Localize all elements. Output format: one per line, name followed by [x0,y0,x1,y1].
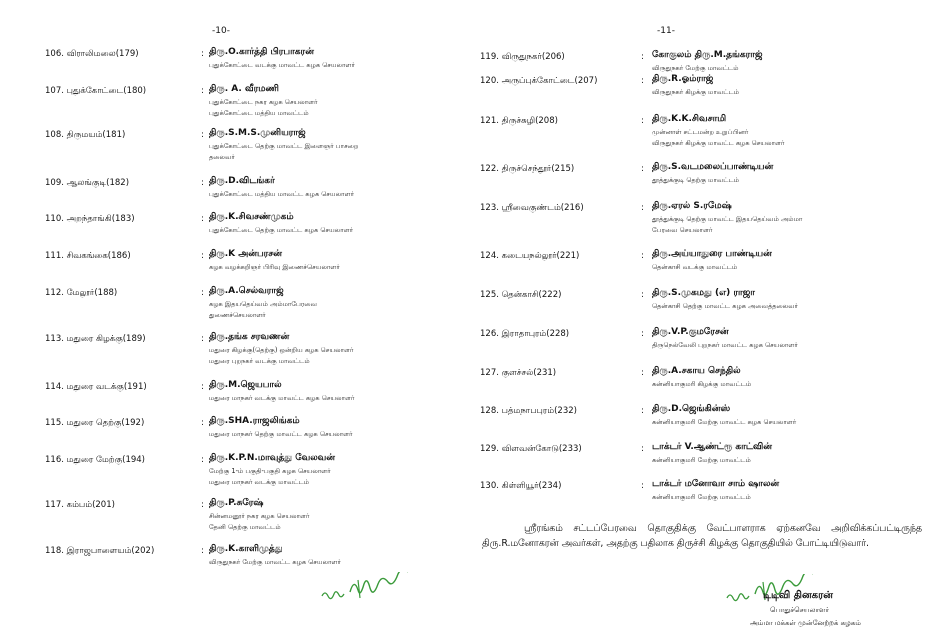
candidate-name: திரு.P.சுரேஷ் [209,498,264,508]
candidate-role: புதுக்கோட்டை வடக்கு மாவட்ட கழக செயலாளர் [209,61,355,69]
constituency-name: 117. கம்பம்(201) [45,500,115,510]
separator-colon: : [201,178,204,188]
candidate-name: திரு.D.விடங்கர் [209,176,275,186]
constituency-name: 130. கிள்ளியூர்(234) [480,481,562,491]
separator-colon: : [641,164,644,174]
constituency-name: 126. இராதாபுரம்(228) [480,329,570,339]
separator-colon: : [641,406,644,416]
candidate-name: திரு.A.செல்வராஜ் [209,286,284,296]
constituency-name: 116. மதுரை மேற்கு(194) [45,455,145,465]
candidate-name: திரு.S.M.S.முனியராஜ் [209,128,306,138]
candidate-role: தென்காசி தெற்கு மாவட்ட கழக அவைத்தலைவர் [652,302,799,310]
candidate-role: தலைவர் [209,153,235,161]
separator-colon: : [201,130,204,140]
candidate-name: திரு.D.ஜெங்கின்ஸ் [652,404,731,414]
constituency-name: 122. திருச்செந்தூர்(215) [480,164,575,174]
constituency-name: 107. புதுக்கோட்டை(180) [45,86,147,96]
candidate-role: புதுக்கோட்டை மத்திய மாவட்டம் [209,109,309,117]
candidate-name: திரு.S.வடமலைப்பாண்டியன் [652,162,774,172]
candidate-role: மதுரை புறநகர் வடக்கு மாவட்டம் [209,357,310,365]
candidate-name: திரு.K அன்பரசன் [209,249,283,259]
separator-colon: : [201,455,204,465]
candidate-role: கன்னியாகுமரி மேற்கு மாவட்டம் [652,456,751,464]
candidate-name: திரு.V.P.குமரேசன் [652,327,729,337]
candidate-role: தென்காசி வடக்கு மாவட்டம் [652,263,738,271]
separator-colon: : [641,203,644,213]
separator-colon: : [641,481,644,491]
separator-colon: : [201,382,204,392]
separator-colon: : [641,116,644,126]
candidate-name: திரு.S.முகமது (எ) ராஜா [652,288,755,298]
candidate-role: தூத்துக்குடி தெற்கு மாவட்டம் [652,176,740,184]
constituency-name: 124. கடையநல்லூர்(221) [480,251,580,261]
candidate-name: கோகுலம் திரு.M.தங்கராஜ் [652,50,763,60]
candidate-name: திரு.K.சிவசண்முகம் [209,212,294,222]
constituency-name: 114. மதுரை வடக்கு(191) [45,382,147,392]
constituency-name: 119. விருதுநகர்(206) [480,52,565,62]
candidate-name: திரு.K.காளிமுத்து [209,544,283,554]
candidate-name: திரு.A.சகாய செந்தில் [652,366,741,376]
candidate-name: டாக்டர் V.ஆண்ட்ரூ காட்வின் [652,442,773,452]
constituency-name: 125. தென்காசி(222) [480,290,562,300]
candidate-name: திரு.அய்யாதுரை பாண்டியன் [652,249,772,259]
constituency-name: 111. சிவகங்கை(186) [45,251,131,261]
candidate-role: துணைச்செயலாளர் [209,311,266,319]
candidate-role: கன்னியாகுமரி மேற்கு மாவட்டம் [652,493,751,501]
candidate-role: புதுக்கோட்டை மத்திய மாவட்ட கழக செயலாளர் [209,190,355,198]
candidate-name: திரு.R.ஓம்ராஜ் [652,74,714,84]
candidate-name: டாக்டர் மனோவா சாம் ஷாலன் [652,479,780,489]
candidate-name: திரு.K.K.சிவசாமி [652,114,727,124]
signature [318,572,418,606]
candidate-role: முன்னாள் சட்டமன்ற உறுப்பினர் [652,128,749,136]
constituency-name: 110. அறந்தாங்கி(183) [45,214,135,224]
constituency-name: 109. ஆலங்குடி(182) [45,178,130,188]
signatory-organization: அம்மா மக்கள் முன்னேற்றக் கழகம் [750,619,861,627]
constituency-name: 118. இராஜபாளையம்(202) [45,546,155,556]
candidate-role: விருதுநகர் கிழக்கு மாவட்டம் [652,88,740,96]
separator-colon: : [201,251,204,261]
candidate-role: மேற்கு 1-ம் பகுதி-பகுதி கழக செயலாளர் [209,467,331,475]
separator-colon: : [641,76,644,86]
candidate-role: மதுரை கிழக்கு(தெற்கு) ஒன்றிய கழக செயலாளர் [209,346,354,354]
candidate-role: திருநெல்வேலி புறநகர் மாவட்ட கழக செயலாளர் [652,341,798,349]
constituency-name: 120. அருப்புக்கோட்டை(207) [480,76,598,86]
candidate-role: கன்னியாகுமரி கிழக்கு மாவட்டம் [652,380,752,388]
separator-colon: : [641,329,644,339]
signature-scribble [318,572,418,606]
candidate-role: சின்னமனூர் நகர கழக செயலாளர் [209,512,310,520]
candidate-name: திரு.K.P.N.மாவுத்து வேலவன் [209,453,336,463]
signatory-name: டிடிவி தினகரன் [763,590,833,601]
candidate-role: கழக இதயதெய்வம் அம்மாபேரவை [209,300,317,308]
candidate-role: கழக வழக்கறிஞர் பிரிவு இணைச்செயலாளர் [209,263,340,271]
separator-colon: : [641,368,644,378]
constituency-name: 106. விராலிமலை(179) [45,49,139,59]
candidate-name: திரு.ஏரல் S.ரமேஷ் [652,201,732,211]
candidate-role: தேனி தெற்கு மாவட்டம் [209,523,281,531]
candidate-role: புதுக்கோட்டை நகர கழக செயலாளர் [209,98,318,106]
constituency-name: 115. மதுரை தெற்கு(192) [45,418,145,428]
candidate-role: மதுரை மாநகர் வடக்கு மாவட்டம் [209,478,310,486]
separator-colon: : [201,214,204,224]
candidate-role: விருதுநகர் மேற்கு மாவட்ட கழக செயலாளர் [209,558,341,566]
constituency-name: 123. ஸ்ரீவைகுண்டம்(216) [480,203,584,213]
candidate-role: விருதுநகர் கிழக்கு மாவட்ட கழக செயலாளர் [652,139,785,147]
page-number: -10- [212,26,230,36]
separator-colon: : [201,49,204,59]
constituency-name: 108. திருமயம்(181) [45,130,126,140]
separator-colon: : [641,444,644,454]
separator-colon: : [641,52,644,62]
candidate-role: புதுக்கோட்டை தெற்கு மாவட்ட கழக செயலாளர் [209,226,354,234]
constituency-name: 129. விளவன்கோடு(233) [480,444,582,454]
separator-colon: : [201,86,204,96]
candidate-role: கன்னியாகுமரி மேற்கு மாவட்ட கழக செயலாளர் [652,418,797,426]
separator-colon: : [201,288,204,298]
constituency-name: 128. பத்மநாபபுரம்(232) [480,406,577,416]
constituency-name: 127. குளச்சல்(231) [480,368,557,378]
candidate-role: புதுக்கோட்டை தெற்கு மாவட்ட இளைஞர் பாசறை [209,142,359,150]
constituency-name: 112. மேலூர்(188) [45,288,118,298]
candidate-role: விருதுநகர் மேற்கு மாவட்டம் [652,64,739,72]
candidate-role: பேரவை செயலாளர் [652,226,713,234]
separator-colon: : [201,334,204,344]
candidate-role: மதுரை மாநகர் தெற்கு மாவட்ட கழக செயலாளர் [209,430,353,438]
constituency-name: 121. திருச்சுழி(208) [480,116,558,126]
candidate-role: மதுரை மாநகர் வடக்கு மாவட்ட கழக செயலாளர் [209,394,355,402]
right-page [467,0,934,642]
page-number: -11- [657,26,675,36]
replacement-note: ஸ்ரீரங்கம் சட்டப்பேரவை தொகுதிக்கு வேட்பாளராக ஏற்கனவே அறிவிக்கப்பட்டிருந்த திரு.R.மனோகரன் அவர்கள், அதற்கு பதிலாக திருச்சி கிழக்கு தொகுதியில் போட்டியிடுவார். [482,523,922,549]
constituency-name: 113. மதுரை கிழக்கு(189) [45,334,146,344]
candidate-name: திரு.தங்க சரவணன் [209,332,290,342]
candidate-name: திரு.SHA.ராஜலிங்கம் [209,416,300,426]
candidate-name: திரு.O.கார்த்தி பிரபாகரன் [209,47,314,57]
separator-colon: : [641,251,644,261]
candidate-name: திரு. A. வீரமணி [209,84,279,94]
separator-colon: : [201,500,204,510]
separator-colon: : [201,546,204,556]
candidate-role: தூத்துக்குடி தெற்கு மாவட்ட இதயதெய்வம் அம்மா [652,215,803,223]
candidate-name: திரு.M.ஜெயபால் [209,380,282,390]
separator-colon: : [641,290,644,300]
signatory-title: பொதுச்செயலாளர் [770,606,830,614]
separator-colon: : [201,418,204,428]
